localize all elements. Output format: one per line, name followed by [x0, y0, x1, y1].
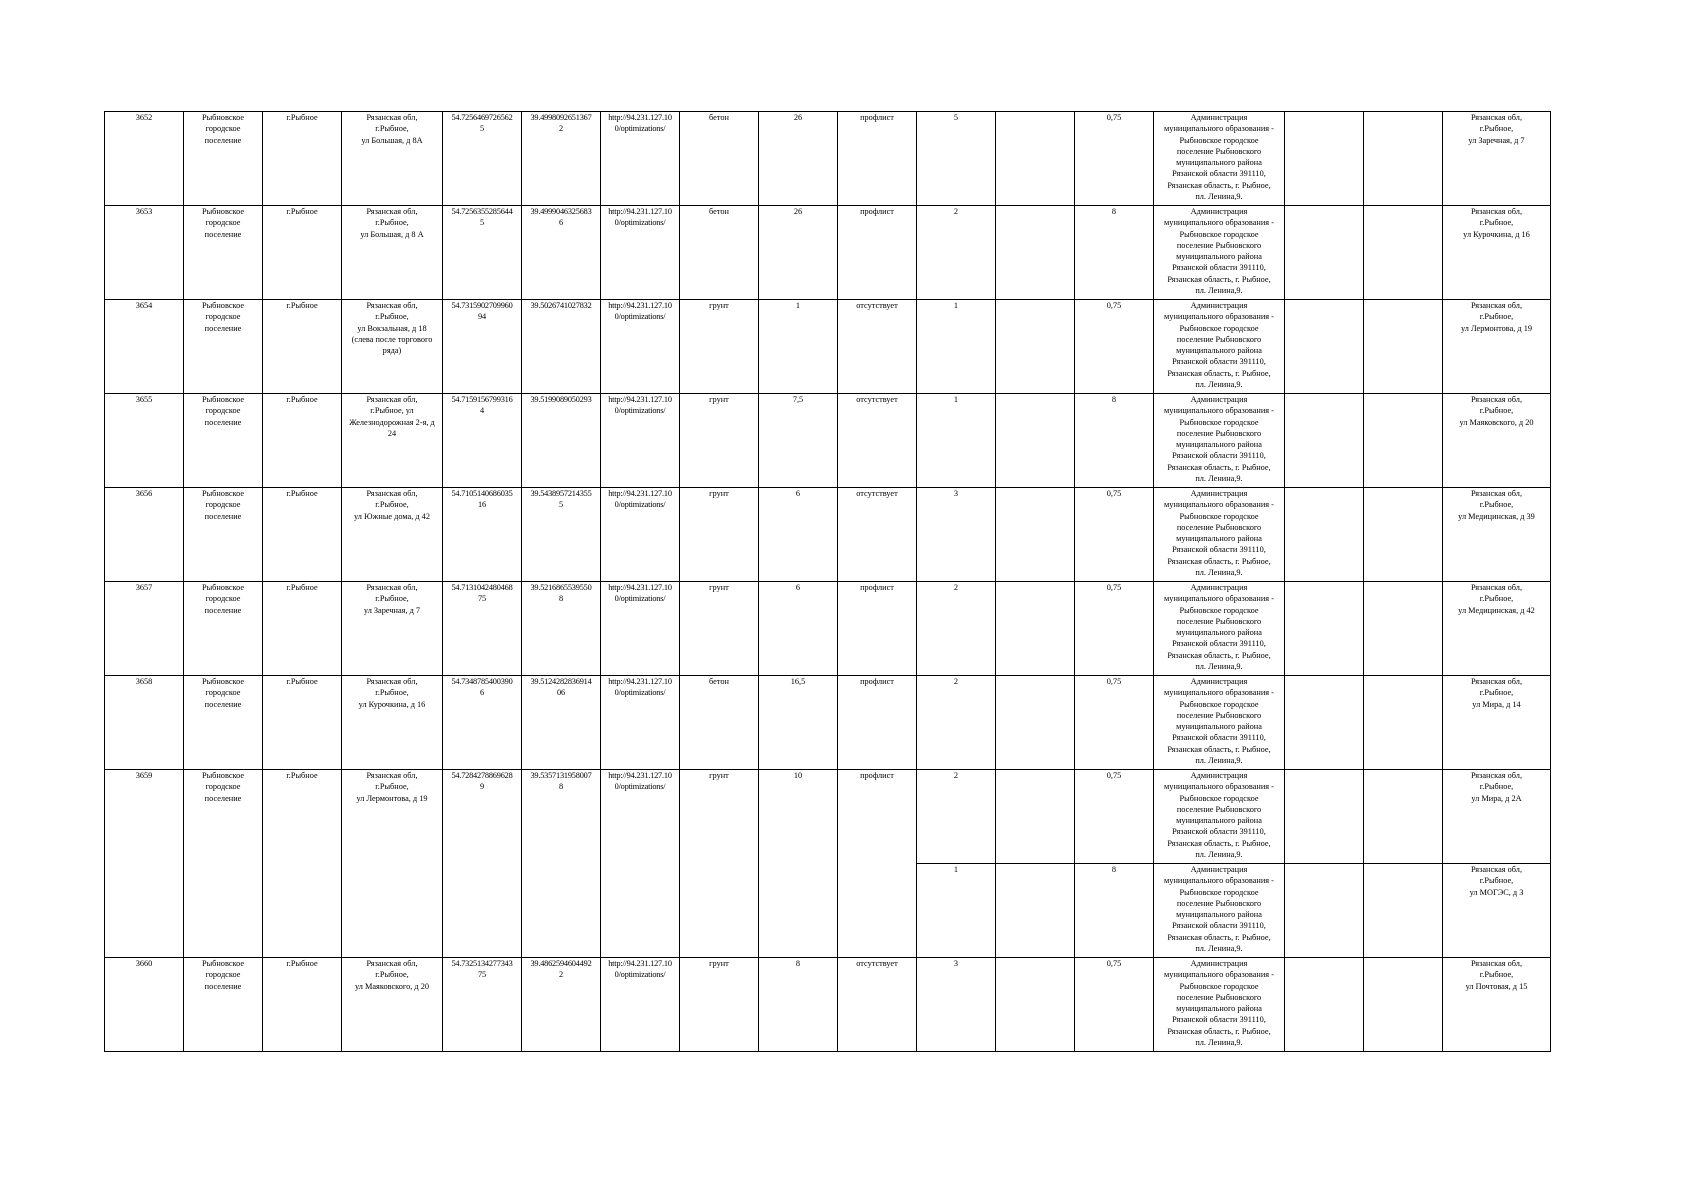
- planned-count-cell: [996, 582, 1075, 676]
- longitude-cell: 39.5026741027832: [522, 300, 601, 394]
- surface-cell: грунт: [680, 582, 759, 676]
- longitude-cell: 39.5216865539550 8: [522, 582, 601, 676]
- planned-count-cell: [996, 394, 1075, 488]
- served-address-cell: Рязанская обл, г.Рыбное, ул Лермонтова, д 19: [1443, 300, 1551, 394]
- blank-cell: [1285, 206, 1364, 300]
- latitude-cell: 54.7348785400390 6: [443, 676, 522, 770]
- container-count-cell: 3: [917, 958, 996, 1052]
- address-cell: Рязанская обл, г.Рыбное, ул Железнодорожная 2-я, д 24: [342, 394, 443, 488]
- address-cell: Рязанская обл, г.Рыбное, ул Большая, д 8 А: [342, 206, 443, 300]
- map-link-cell: http://94.231.127.10 0/optimizations/: [601, 958, 680, 1052]
- city-cell: г.Рыбное: [263, 206, 342, 300]
- city-cell: г.Рыбное: [263, 582, 342, 676]
- table-row: [105, 582, 1551, 676]
- fence-cell: отсутствует: [838, 394, 917, 488]
- map-link-cell: http://94.231.127.10 0/optimizations/: [601, 676, 680, 770]
- owner-cell: Администрация муниципального образования - Рыбновское городское поселение Рыбновского муниципального района Рязанской области 391110, Рязанская область, г. Рыбное, пл. Ленина,9.: [1154, 770, 1285, 864]
- planned-count-cell: [996, 112, 1075, 206]
- container-count-cell: 1: [917, 864, 996, 958]
- container-volume-cell: 8: [1075, 394, 1154, 488]
- map-link-cell: http://94.231.127.10 0/optimizations/: [601, 770, 680, 958]
- owner-cell: Администрация муниципального образования - Рыбновское городское поселение Рыбновского муниципального района Рязанской области 391110, Рязанская область, г. Рыбное, пл. Ленина,9.: [1154, 112, 1285, 206]
- container-count-cell: 2: [917, 582, 996, 676]
- blank-cell: [1285, 864, 1364, 958]
- blank-cell: [1364, 676, 1443, 770]
- longitude-cell: 39.4998092651367 2: [522, 112, 601, 206]
- fence-cell: профлист: [838, 770, 917, 958]
- city-cell: г.Рыбное: [263, 676, 342, 770]
- owner-cell: Администрация муниципального образования - Рыбновское городское поселение Рыбновского муниципального района Рязанской области 391110, Рязанская область, г. Рыбное, пл. Ленина,9.: [1154, 300, 1285, 394]
- container-count-cell: 2: [917, 770, 996, 864]
- map-link-cell: http://94.231.127.10 0/optimizations/: [601, 206, 680, 300]
- address-cell: Рязанская обл, г.Рыбное, ул Маяковского, д 20: [342, 958, 443, 1052]
- blank-cell: [1364, 394, 1443, 488]
- city-cell: г.Рыбное: [263, 488, 342, 582]
- area-cell: 10: [759, 770, 838, 958]
- owner-cell: Администрация муниципального образования - Рыбновское городское поселение Рыбновского муниципального района Рязанской области 391110, Рязанская область, г. Рыбное, пл. Ленина,9.: [1154, 582, 1285, 676]
- planned-count-cell: [996, 958, 1075, 1052]
- city-cell: г.Рыбное: [263, 958, 342, 1052]
- served-address-cell: Рязанская обл, г.Рыбное, ул Почтовая, д 15: [1443, 958, 1551, 1052]
- blank-cell: [1285, 958, 1364, 1052]
- settlement-cell: Рыбновское городское поселение: [184, 394, 263, 488]
- table-row: [105, 770, 1551, 864]
- served-address-cell: Рязанская обл, г.Рыбное, ул Мира, д 14: [1443, 676, 1551, 770]
- site-id-cell: 3652: [105, 112, 184, 206]
- address-cell: Рязанская обл, г.Рыбное, ул Заречная, д 7: [342, 582, 443, 676]
- settlement-cell: Рыбновское городское поселение: [184, 676, 263, 770]
- planned-count-cell: [996, 770, 1075, 864]
- map-link-cell: http://94.231.127.10 0/optimizations/: [601, 394, 680, 488]
- longitude-cell: 39.5199089050293: [522, 394, 601, 488]
- table-row: [105, 958, 1551, 1052]
- area-cell: 26: [759, 112, 838, 206]
- served-address-cell: Рязанская обл, г.Рыбное, ул МОГЭС, д 3: [1443, 864, 1551, 958]
- container-count-cell: 5: [917, 112, 996, 206]
- latitude-cell: 54.7325134277343 75: [443, 958, 522, 1052]
- area-cell: 6: [759, 582, 838, 676]
- owner-cell: Администрация муниципального образования - Рыбновское городское поселение Рыбновского муниципального района Рязанской области 391110, Рязанская область, г. Рыбное, пл. Ленина,9.: [1154, 206, 1285, 300]
- address-cell: Рязанская обл, г.Рыбное, ул Вокзальная, д 18 (слева после торгового ряда): [342, 300, 443, 394]
- latitude-cell: 54.7256469726562 5: [443, 112, 522, 206]
- area-cell: 6: [759, 488, 838, 582]
- settlement-cell: Рыбновское городское поселение: [184, 488, 263, 582]
- fence-cell: отсутствует: [838, 488, 917, 582]
- longitude-cell: 39.5357131958007 8: [522, 770, 601, 958]
- blank-cell: [1364, 300, 1443, 394]
- blank-cell: [1285, 676, 1364, 770]
- container-volume-cell: 0,75: [1075, 112, 1154, 206]
- container-count-cell: 3: [917, 488, 996, 582]
- owner-cell: Администрация муниципального образования - Рыбновское городское поселение Рыбновского муниципального района Рязанской области 391110, Рязанская область, г. Рыбное, пл. Ленина,9.: [1154, 958, 1285, 1052]
- site-id-cell: 3659: [105, 770, 184, 958]
- blank-cell: [1285, 488, 1364, 582]
- blank-cell: [1364, 770, 1443, 864]
- site-id-cell: 3660: [105, 958, 184, 1052]
- owner-cell: Администрация муниципального образования - Рыбновское городское поселение Рыбновского муниципального района Рязанской области 391110, Рязанская область, г. Рыбное, пл. Ленина,9.: [1154, 864, 1285, 958]
- surface-cell: грунт: [680, 394, 759, 488]
- site-id-cell: 3653: [105, 206, 184, 300]
- address-cell: Рязанская обл, г.Рыбное, ул Большая, д 8А: [342, 112, 443, 206]
- longitude-cell: 39.5124282836914 06: [522, 676, 601, 770]
- table-row: [105, 488, 1551, 582]
- latitude-cell: 54.7256355285644 5: [443, 206, 522, 300]
- surface-cell: грунт: [680, 488, 759, 582]
- latitude-cell: 54.7159156799316 4: [443, 394, 522, 488]
- container-volume-cell: 0,75: [1075, 676, 1154, 770]
- latitude-cell: 54.7284278869628 9: [443, 770, 522, 958]
- owner-cell: Администрация муниципального образования - Рыбновское городское поселение Рыбновского муниципального района Рязанской области 391110, Рязанская область, г. Рыбное, пл. Ленина,9.: [1154, 676, 1285, 770]
- latitude-cell: 54.7131042480468 75: [443, 582, 522, 676]
- settlement-cell: Рыбновское городское поселение: [184, 770, 263, 958]
- owner-cell: Администрация муниципального образования - Рыбновское городское поселение Рыбновского муниципального района Рязанской области 391110, Рязанская область, г. Рыбное, пл. Ленина,9.: [1154, 488, 1285, 582]
- blank-cell: [1285, 394, 1364, 488]
- address-cell: Рязанская обл, г.Рыбное, ул Курочкина, д 16: [342, 676, 443, 770]
- planned-count-cell: [996, 206, 1075, 300]
- site-id-cell: 3657: [105, 582, 184, 676]
- surface-cell: бетон: [680, 206, 759, 300]
- served-address-cell: Рязанская обл, г.Рыбное, ул Заречная, д 7: [1443, 112, 1551, 206]
- surface-cell: бетон: [680, 676, 759, 770]
- city-cell: г.Рыбное: [263, 300, 342, 394]
- longitude-cell: 39.4999046325683 6: [522, 206, 601, 300]
- waste-sites-table: [104, 111, 1551, 1052]
- table-row: [105, 300, 1551, 394]
- settlement-cell: Рыбновское городское поселение: [184, 206, 263, 300]
- container-count-cell: 1: [917, 394, 996, 488]
- address-cell: Рязанская обл, г.Рыбное, ул Лермонтова, д 19: [342, 770, 443, 958]
- owner-cell: Администрация муниципального образования - Рыбновское городское поселение Рыбновского муниципального района Рязанской области 391110, Рязанская область, г. Рыбное, пл. Ленина,9.: [1154, 394, 1285, 488]
- city-cell: г.Рыбное: [263, 394, 342, 488]
- surface-cell: бетон: [680, 112, 759, 206]
- blank-cell: [1285, 300, 1364, 394]
- site-id-cell: 3656: [105, 488, 184, 582]
- map-link-cell: http://94.231.127.10 0/optimizations/: [601, 488, 680, 582]
- site-id-cell: 3658: [105, 676, 184, 770]
- surface-cell: грунт: [680, 958, 759, 1052]
- container-count-cell: 2: [917, 206, 996, 300]
- container-volume-cell: 0,75: [1075, 770, 1154, 864]
- latitude-cell: 54.7315902709960 94: [443, 300, 522, 394]
- container-volume-cell: 8: [1075, 864, 1154, 958]
- blank-cell: [1364, 958, 1443, 1052]
- blank-cell: [1364, 488, 1443, 582]
- longitude-cell: 39.5438957214355 5: [522, 488, 601, 582]
- served-address-cell: Рязанская обл, г.Рыбное, ул Маяковского, д 20: [1443, 394, 1551, 488]
- blank-cell: [1285, 112, 1364, 206]
- address-cell: Рязанская обл, г.Рыбное, ул Южные дома, д 42: [342, 488, 443, 582]
- container-volume-cell: 0,75: [1075, 958, 1154, 1052]
- city-cell: г.Рыбное: [263, 112, 342, 206]
- table-body: [105, 112, 1551, 1052]
- blank-cell: [1285, 582, 1364, 676]
- served-address-cell: Рязанская обл, г.Рыбное, ул Медицинская, д 42: [1443, 582, 1551, 676]
- fence-cell: профлист: [838, 112, 917, 206]
- table-row: [105, 394, 1551, 488]
- area-cell: 7,5: [759, 394, 838, 488]
- blank-cell: [1364, 864, 1443, 958]
- area-cell: 26: [759, 206, 838, 300]
- served-address-cell: Рязанская обл, г.Рыбное, ул Курочкина, д 16: [1443, 206, 1551, 300]
- blank-cell: [1364, 582, 1443, 676]
- blank-cell: [1364, 206, 1443, 300]
- fence-cell: отсутствует: [838, 958, 917, 1052]
- table-row: [105, 676, 1551, 770]
- blank-cell: [1364, 112, 1443, 206]
- fence-cell: профлист: [838, 676, 917, 770]
- surface-cell: грунт: [680, 300, 759, 394]
- table-row: [105, 112, 1551, 206]
- container-volume-cell: 0,75: [1075, 488, 1154, 582]
- container-volume-cell: 8: [1075, 206, 1154, 300]
- planned-count-cell: [996, 488, 1075, 582]
- fence-cell: профлист: [838, 206, 917, 300]
- map-link-cell: http://94.231.127.10 0/optimizations/: [601, 582, 680, 676]
- area-cell: 8: [759, 958, 838, 1052]
- planned-count-cell: [996, 864, 1075, 958]
- latitude-cell: 54.7105140686035 16: [443, 488, 522, 582]
- planned-count-cell: [996, 676, 1075, 770]
- fence-cell: профлист: [838, 582, 917, 676]
- site-id-cell: 3654: [105, 300, 184, 394]
- table-row: [105, 206, 1551, 300]
- planned-count-cell: [996, 300, 1075, 394]
- settlement-cell: Рыбновское городское поселение: [184, 300, 263, 394]
- settlement-cell: Рыбновское городское поселение: [184, 582, 263, 676]
- settlement-cell: Рыбновское городское поселение: [184, 112, 263, 206]
- container-volume-cell: 0,75: [1075, 582, 1154, 676]
- area-cell: 1: [759, 300, 838, 394]
- fence-cell: отсутствует: [838, 300, 917, 394]
- container-count-cell: 1: [917, 300, 996, 394]
- city-cell: г.Рыбное: [263, 770, 342, 958]
- served-address-cell: Рязанская обл, г.Рыбное, ул Медицинская, д 39: [1443, 488, 1551, 582]
- blank-cell: [1285, 770, 1364, 864]
- site-id-cell: 3655: [105, 394, 184, 488]
- served-address-cell: Рязанская обл, г.Рыбное, ул Мира, д 2А: [1443, 770, 1551, 864]
- container-volume-cell: 0,75: [1075, 300, 1154, 394]
- area-cell: 16,5: [759, 676, 838, 770]
- settlement-cell: Рыбновское городское поселение: [184, 958, 263, 1052]
- container-count-cell: 2: [917, 676, 996, 770]
- surface-cell: грунт: [680, 770, 759, 958]
- map-link-cell: http://94.231.127.10 0/optimizations/: [601, 112, 680, 206]
- longitude-cell: 39.4862594604492 2: [522, 958, 601, 1052]
- map-link-cell: http://94.231.127.10 0/optimizations/: [601, 300, 680, 394]
